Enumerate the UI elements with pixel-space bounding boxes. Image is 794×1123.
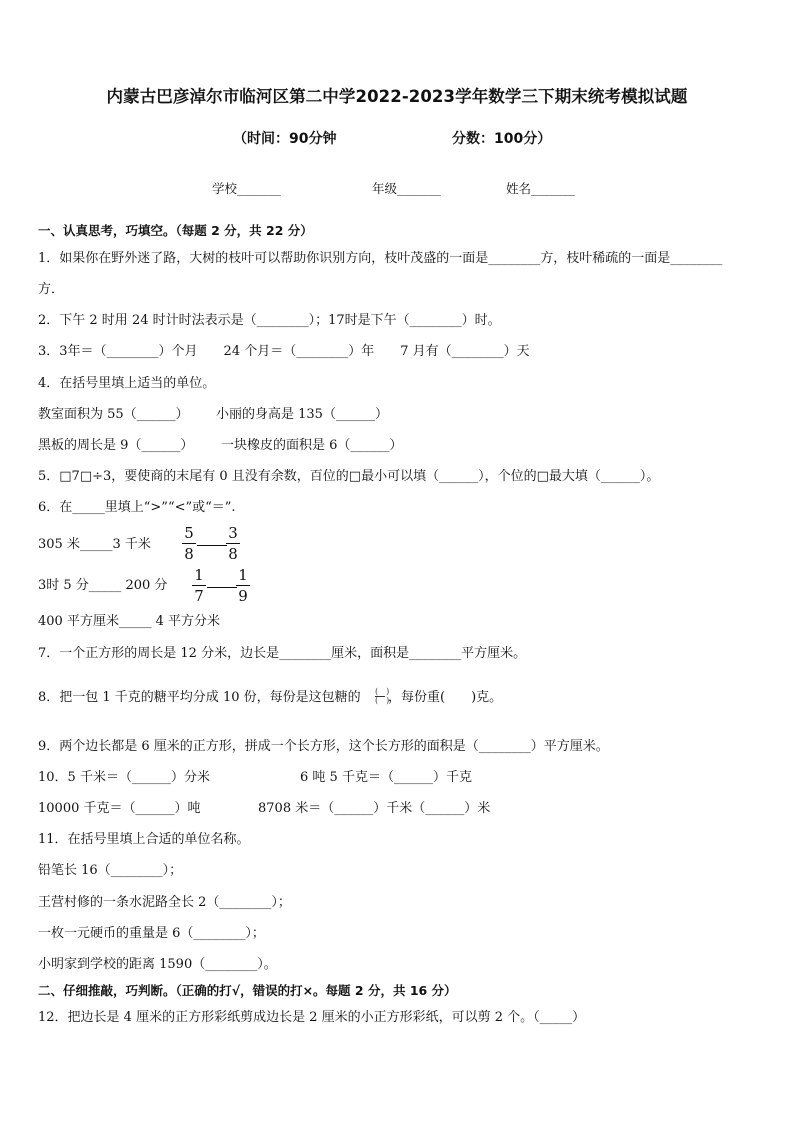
fraction-numerator: 1 bbox=[194, 566, 204, 584]
question-6-a: 305 米_____3 千米 bbox=[38, 537, 151, 552]
question-11-d: 小明家到学校的距离 1590（________）。 bbox=[38, 957, 277, 972]
question-6-b: 3时 5 分_____ 200 分 bbox=[38, 578, 168, 593]
school-field: 学校_______ bbox=[212, 181, 281, 196]
question-3: 3．3年＝（________）个月 24 个月＝（________）年 7 月有（________）天 bbox=[38, 344, 530, 359]
fraction-denominator: ( ) bbox=[375, 696, 390, 705]
question-4-stem: 4．在括号里填上适当的单位。 bbox=[38, 376, 216, 391]
question-8-part-1: 8．把一包 1 千克的糖平均分成 10 份，每份是这包糖的 bbox=[38, 690, 361, 705]
question-4-d: 一块橡皮的面积是 6（______） bbox=[221, 438, 403, 453]
question-10-c: 10000 千克＝（______）吨 bbox=[38, 801, 201, 816]
fraction-bar bbox=[182, 543, 196, 544]
question-11-stem: 11．在括号里填上合适的单位名称。 bbox=[38, 832, 250, 847]
question-1-line-1: 1．如果你在野外迷了路，大树的枝叶可以帮助你识别方向，枝叶茂盛的一面是________方，枝叶稀疏的一面是________ bbox=[38, 251, 723, 266]
fraction-denominator: 8 bbox=[184, 545, 194, 563]
question-11-b: 王营村修的一条水泥路全长 2（________）； bbox=[38, 895, 291, 910]
fraction-denominator: 9 bbox=[238, 587, 248, 605]
comparison-blank-line bbox=[197, 545, 227, 546]
question-10-a: 10．5 千米＝（______）分米 bbox=[38, 770, 210, 785]
fraction-1-7 bbox=[192, 566, 206, 605]
question-6-c: 400 平方厘米_____ 4 平方分米 bbox=[38, 614, 220, 629]
question-12: 12．把边长是 4 厘米的正方形彩纸剪成边长是 2 厘米的小正方形彩纸，可以剪 2 个。（_____） bbox=[38, 1010, 586, 1025]
fraction-bar bbox=[226, 543, 240, 544]
fraction-numerator: ( ) bbox=[375, 687, 390, 696]
question-9: 9．两个边长都是 6 厘米的正方形，拼成一个长方形，这个长方形的面积是（________）平方厘米。 bbox=[38, 739, 609, 754]
question-4-b: 小丽的身高是 135（______） bbox=[216, 407, 388, 422]
question-7: 7．一个正方形的周长是 12 分米，边长是________厘米，面积是________平方厘米。 bbox=[38, 646, 527, 661]
question-11-c: 一枚一元硬币的重量是 6（________）； bbox=[38, 926, 265, 941]
question-8-part-2: ，每份重( )克。 bbox=[388, 690, 503, 705]
fraction-bar bbox=[192, 585, 206, 586]
fraction-denominator: 7 bbox=[194, 587, 204, 605]
question-4-c: 黑板的周长是 9（______） bbox=[38, 438, 194, 453]
grade-field: 年级_______ bbox=[372, 181, 441, 196]
section-1-heading: 一、认真思考，巧填空。（每题 2 分，共 22 分） bbox=[38, 223, 313, 238]
question-4-a: 教室面积为 55（______） bbox=[38, 407, 189, 422]
fraction-numerator: 1 bbox=[238, 566, 248, 584]
question-8-fraction-blank bbox=[375, 687, 390, 705]
exam-score: 分数：100分） bbox=[452, 131, 552, 147]
fraction-numerator: 5 bbox=[184, 524, 194, 542]
fraction-3-8 bbox=[226, 524, 240, 563]
fraction-5-8 bbox=[182, 524, 196, 563]
exam-time: （时间：90分钟 bbox=[233, 131, 337, 147]
name-field: 姓名_______ bbox=[506, 181, 575, 196]
comparison-blank-line bbox=[207, 587, 237, 588]
section-2-heading: 二、仔细推敲，巧判断。（正确的打√，错误的打×。每题 2 分，共 16 分） bbox=[38, 983, 457, 998]
question-2: 2．下午 2 时用 24 时计时法表示是（________）；17时是下午（________）时。 bbox=[38, 313, 501, 328]
fraction-denominator: 8 bbox=[228, 545, 238, 563]
fraction-bar bbox=[236, 585, 250, 586]
question-5: 5．□7□÷3，要使商的末尾有 0 且没有余数，百位的□最小可以填（______），个位的□最大填（______）。 bbox=[38, 469, 660, 484]
question-11-a: 铅笔长 16（________）； bbox=[38, 863, 183, 878]
fraction-numerator: 3 bbox=[228, 524, 238, 542]
page-title: 内蒙古巴彦淖尔市临河区第二中学2022-2023学年数学三下期末统考模拟试题 bbox=[106, 87, 688, 106]
question-6-stem: 6．在_____里填上“>”“<”或“＝”. bbox=[38, 500, 236, 515]
question-10-d: 8708 米＝（______）千米（______）米 bbox=[258, 801, 491, 816]
question-1-line-2: 方． bbox=[38, 282, 65, 297]
question-10-b: 6 吨 5 千克＝（______）千克 bbox=[300, 770, 472, 785]
fraction-1-9 bbox=[236, 566, 250, 605]
